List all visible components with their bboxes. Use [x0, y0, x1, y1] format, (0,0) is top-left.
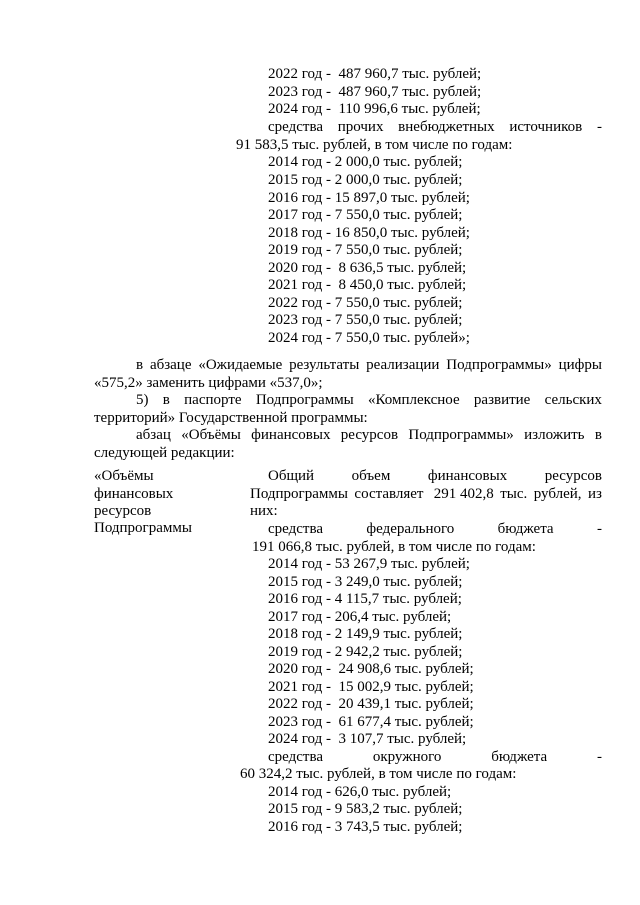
word: объем — [351, 468, 391, 484]
word: прочих — [337, 119, 384, 135]
word: реализации — [366, 357, 440, 373]
word: - — [597, 749, 602, 765]
word: «Ожидаемые — [198, 357, 283, 373]
word: из — [588, 486, 602, 502]
word: бюджета — [491, 749, 548, 765]
word: внебюджетных — [398, 119, 495, 135]
federal-line — [268, 521, 602, 538]
paragraph-line: «575,2» заменить цифрами «537,0»; — [94, 375, 323, 391]
word: сельских — [544, 392, 602, 408]
other-sources-line — [268, 119, 602, 136]
word: средства — [268, 749, 324, 765]
year-line: 2024 год - 3 107,7 тыс. рублей; — [268, 731, 467, 747]
table-label-line: финансовых — [94, 486, 174, 502]
table-label-line: «Объёмы — [94, 468, 154, 484]
total-line: них: — [250, 503, 278, 519]
word: результаты — [289, 357, 360, 373]
word: федерального — [366, 521, 455, 537]
paragraph-line — [136, 427, 602, 444]
district-cont: 60 324,2 тыс. рублей, в том числе по годам: — [240, 766, 517, 782]
word: источников — [509, 119, 583, 135]
year-line: 2021 год - 8 450,0 тыс. рублей; — [268, 277, 467, 293]
total-line — [268, 468, 602, 485]
word: паспорте — [184, 392, 242, 408]
word: «Комплексное — [368, 392, 460, 408]
year-line: 2014 год - 2 000,0 тыс. рублей; — [268, 154, 463, 170]
word: 5) — [136, 392, 149, 408]
word: развитие — [473, 392, 531, 408]
word: абзаце — [149, 357, 192, 373]
word: Подпрограммы» — [446, 357, 552, 373]
year-line: 2023 год - 61 677,4 тыс. рублей; — [268, 714, 474, 730]
word: Подпрограммы» — [408, 427, 514, 443]
word: Подпрограммы — [250, 486, 348, 502]
year-line: 2017 год - 206,4 тыс. рублей; — [268, 609, 452, 625]
word: - — [596, 119, 602, 135]
year-line: 2015 год - 2 000,0 тыс. рублей; — [268, 172, 463, 188]
year-line: 2023 год - 487 960,7 тыс. рублей; — [268, 84, 482, 100]
word: в — [594, 427, 602, 443]
year-line: 2022 год - 487 960,7 тыс. рублей; — [268, 66, 482, 82]
district-line — [268, 749, 602, 766]
word: изложить — [524, 427, 585, 443]
word: финансовых — [427, 468, 508, 484]
other-sources-cont: 91 583,5 тыс. рублей, в том числе по годам: — [236, 137, 513, 153]
word: - — [596, 521, 602, 537]
year-line: 2020 год - 8 636,5 тыс. рублей; — [268, 260, 467, 276]
word: средства — [268, 521, 324, 537]
word: рублей, — [533, 486, 582, 502]
word: Общий — [268, 468, 315, 484]
year-line: 2024 год - 7 550,0 тыс. рублей»; — [268, 330, 470, 346]
year-line: 2017 год - 7 550,0 тыс. рублей; — [268, 207, 463, 223]
year-line: 2021 год - 15 002,9 тыс. рублей; — [268, 679, 474, 695]
year-line: 2016 год - 4 115,7 тыс. рублей; — [268, 591, 462, 607]
word: средства — [268, 119, 324, 135]
table-label-line: Подпрограммы — [94, 520, 192, 536]
year-line: 2014 год - 53 267,9 тыс. рублей; — [268, 556, 470, 572]
year-line: 2019 год - 2 942,2 тыс. рублей; — [268, 644, 463, 660]
year-line: 2016 год - 15 897,0 тыс. рублей; — [268, 190, 470, 206]
paragraph-line: территорий» Государственной программы: — [94, 410, 368, 426]
word: ресурсов — [544, 468, 602, 484]
word: цифры — [558, 357, 602, 373]
year-line: 2015 год - 3 249,0 тыс. рублей; — [268, 574, 463, 590]
word: в — [136, 357, 144, 373]
table-label-line: ресурсов — [94, 503, 152, 519]
word: ресурсов — [340, 427, 399, 443]
paragraph-line — [136, 392, 602, 409]
paragraph-line — [136, 357, 602, 374]
paragraph-line: следующей редакции: — [94, 445, 235, 461]
word: в — [162, 392, 170, 408]
word: финансовых — [251, 427, 331, 443]
word: бюджета — [497, 521, 554, 537]
year-line: 2024 год - 110 996,6 тыс. рублей; — [268, 101, 481, 117]
year-line: 2018 год - 2 149,9 тыс. рублей; — [268, 626, 463, 642]
word: тыс. — [500, 486, 528, 502]
total-line — [250, 486, 602, 503]
year-line: 2023 год - 7 550,0 тыс. рублей; — [268, 312, 463, 328]
word: составляет — [354, 486, 424, 502]
word: «Объёмы — [181, 427, 241, 443]
year-line: 2022 год - 20 439,1 тыс. рублей; — [268, 696, 474, 712]
federal-cont: 191 066,8 тыс. рублей, в том числе по годам: — [252, 539, 536, 555]
year-line: 2018 год - 16 850,0 тыс. рублей; — [268, 225, 470, 241]
year-line: 2016 год - 3 743,5 тыс. рублей; — [268, 819, 463, 835]
word: окружного — [372, 749, 442, 765]
word: Подпрограммы — [255, 392, 354, 408]
year-line: 2020 год - 24 908,6 тыс. рублей; — [268, 661, 474, 677]
year-line: 2022 год - 7 550,0 тыс. рублей; — [268, 295, 463, 311]
word: 291 402,8 — [429, 486, 494, 502]
year-line: 2014 год - 626,0 тыс. рублей; — [268, 784, 452, 800]
year-line: 2015 год - 9 583,2 тыс. рублей; — [268, 801, 463, 817]
year-line: 2019 год - 7 550,0 тыс. рублей; — [268, 242, 463, 258]
word: абзац — [136, 427, 171, 443]
